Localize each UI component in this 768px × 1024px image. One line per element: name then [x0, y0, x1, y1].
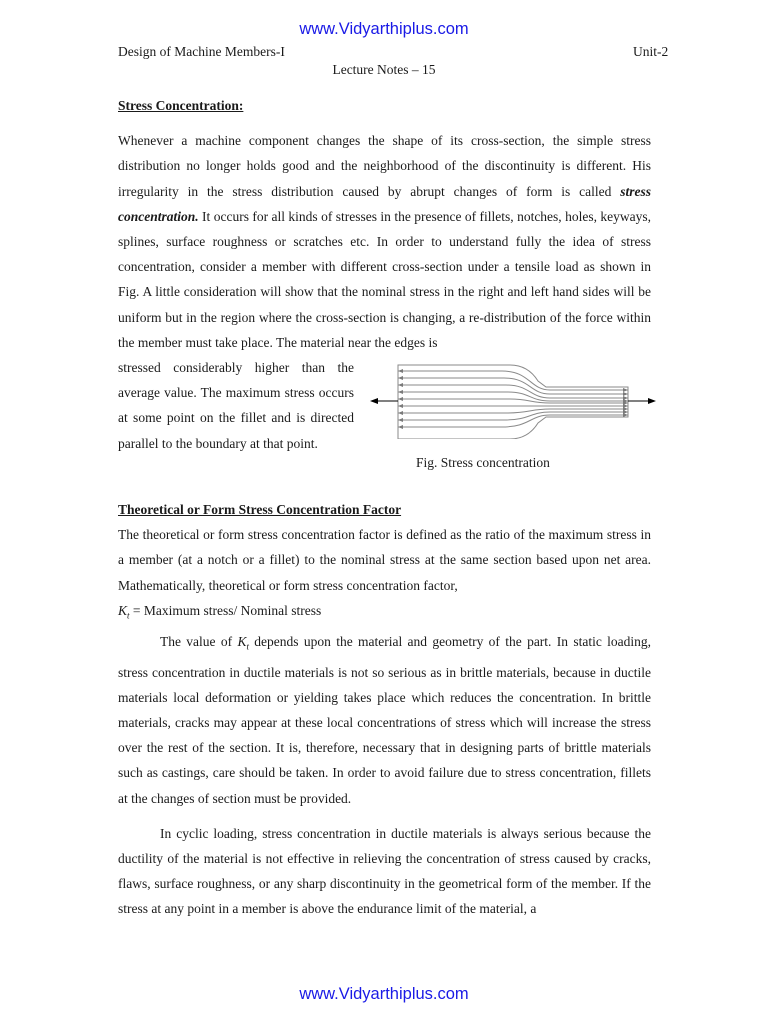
member-outline [398, 365, 628, 439]
flow-line [398, 392, 628, 401]
stress-flow-diagram [370, 357, 660, 439]
lecture-label: Lecture Notes – 15 [332, 62, 436, 77]
paragraph-form-factor-definition: The theoretical or form stress concentration factor is defined as the ratio of the maximum stress in a member (at a notch or a fillet) to the nominal stress at the same section based upon net area. Mathematically, theoretical or form stress concentration factor, [118, 527, 651, 593]
formula-kt [118, 598, 651, 629]
paragraph-cyclic-loading: In cyclic loading, stress concentration in ductile materials is always serious because the ductility of the material is not effective in relieving the concentration of stress caused by cracks, flaws, surface roughness, or any sharp discontinuity in the geometrical form of the member. If the stress at any point in a member is above the endurance limit of the material, a [118, 825, 651, 917]
formula-rhs: = Maximum stress/ Nominal stress [129, 602, 322, 618]
figure-caption: Fig. Stress concentration [416, 455, 550, 471]
paragraph-kt-value: The value of $K_t$ depends upon the material and geometry of the part. In static loading, stress concentration in ductile materials is not so serious as in brittle materials, because in ductile materials local deformation or yielding takes place which reduces the concentration. In brittle materials, cracks may appear at these local concentrations of stress which will increase the stress over the rest of the section. It is, therefore, necessary that in designing parts of brittle materials such as castings, care should be taken. In order to avoid failure due to stress concentration, fillets at the changes of section must be provided. [118, 633, 652, 806]
section-title-form-factor: Theoretical or Form Stress Concentration Factor [118, 502, 402, 518]
figure-row [118, 355, 651, 481]
paragraph-figure-side: stressed considerably higher than the average value. The maximum stress occurs at some point on the fillet and is directed parallel to the boundary at that point. [118, 360, 354, 451]
stress-concentration-figure [370, 355, 660, 481]
course-title: Design of Machine Members-I [118, 44, 285, 59]
top-site-link[interactable]: www.Vidyarthiplus.com [299, 20, 469, 38]
unit-label: Unit-2 [633, 44, 669, 59]
section-title-stress-concentration: Stress Concentration: [118, 98, 244, 113]
document-body [118, 93, 651, 922]
paragraph-stress-concentration [118, 128, 651, 355]
para-text: Whenever a machine component changes the shape of its cross-section, the simple stress distribution no longer holds good and the neighborhood of the discontinuity is different. His irregularity in the stress distribution caused by abrupt changes of form is called [118, 133, 651, 199]
formula-symbol: $K_t$ [118, 602, 130, 621]
bottom-site-link[interactable]: www.Vidyarthiplus.com [299, 985, 469, 1003]
para-text: It occurs for all kinds of stresses in the presence of fillets, notches, holes, keyways, splines, surface roughness or scratches etc. In order to understand fully the idea of stress concentration, consider a member with different cross-section under a tensile load as shown in Fig. A little consideration will show that the nominal stress in the right and left hand sides will be uniform but in the region where the cross-section is changing, a re-distribution of the force within the member must take place. The material near the edges is [118, 208, 651, 350]
term-stress-concentration: stress concentration. [118, 183, 651, 224]
